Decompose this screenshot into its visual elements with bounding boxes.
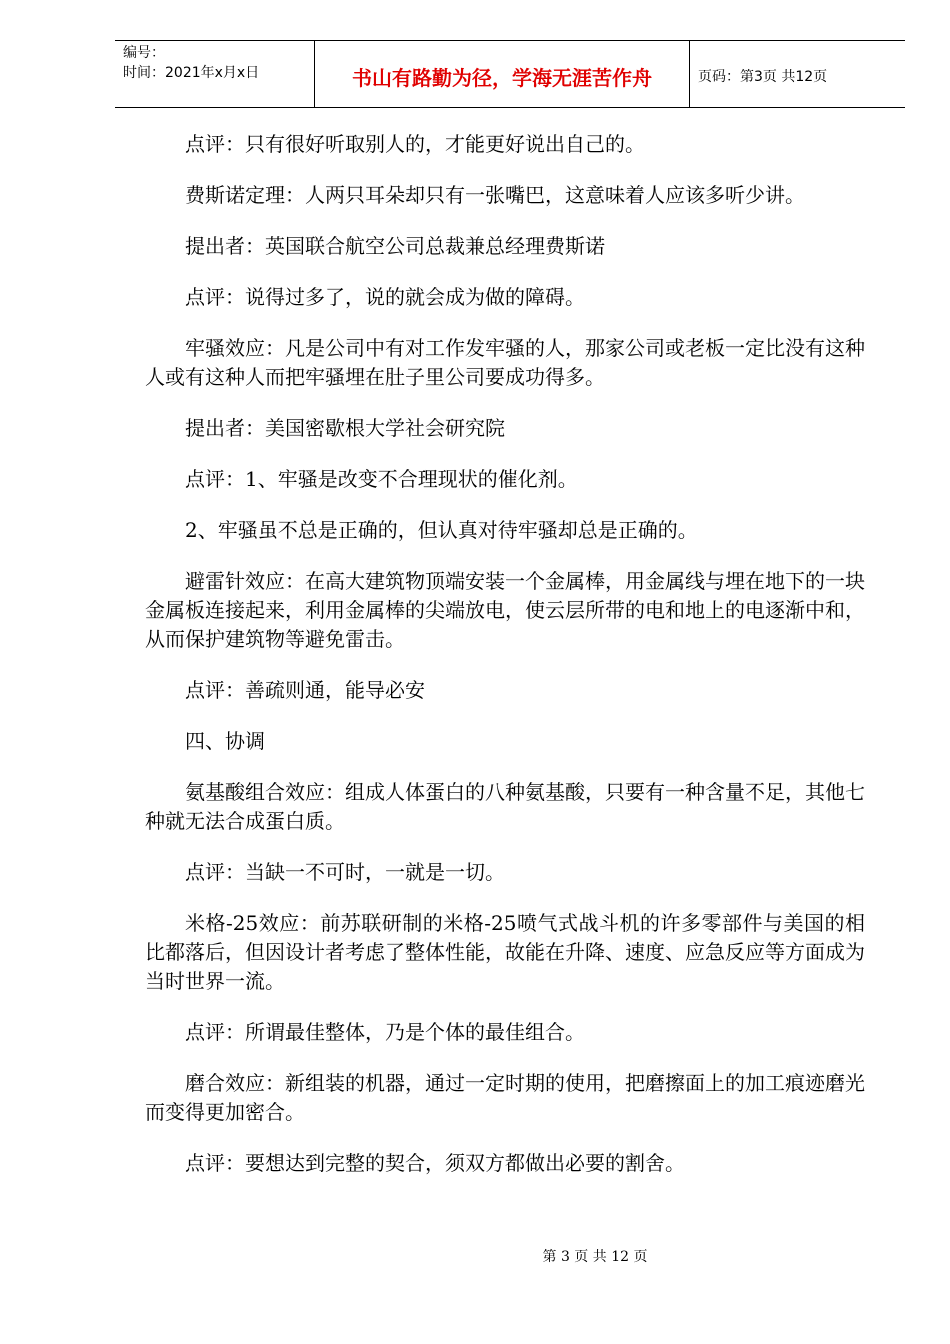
- paragraph: 点评：说得过多了，说的就会成为做的障碍。: [185, 285, 585, 309]
- paragraph: 磨合效应：新组装的机器，通过一定时期的使用，把磨擦面上的加工痕迹磨光而变得更加密合。: [145, 1071, 865, 1124]
- paragraph: 避雷针效应：在高大建筑物顶端安装一个金属棒，用金属线与埋在地下的一块金属板连接起来，利用金属棒的尖端放电，使云层所带的电和地上的电逐渐中和，从而保护建筑物等避免雷击。: [145, 569, 865, 651]
- paragraph: 点评：所谓最佳整体，乃是个体的最佳组合。: [185, 1020, 585, 1044]
- header-motto: 书山有路勤为径，学海无涯苦作舟: [315, 41, 690, 107]
- paragraph: 点评：当缺一不可时，一就是一切。: [185, 860, 505, 884]
- paragraph: 2、牢骚虽不总是正确的，但认真对待牢骚却总是正确的。: [185, 518, 698, 542]
- paragraph: 点评：只有很好听取别人的，才能更好说出自己的。: [185, 132, 645, 156]
- footer-page-number: 第 3 页 共 12 页: [542, 1249, 648, 1265]
- document-number-label: 编号：: [123, 45, 165, 61]
- paragraph: 牢骚效应：凡是公司中有对工作发牢骚的人，那家公司或老板一定比没有这种人或有这种人而把牢骚埋在肚子里公司要成功得多。: [145, 336, 865, 389]
- paragraph: 点评：要想达到完整的契合，须双方都做出必要的割舍。: [185, 1151, 685, 1175]
- paragraph: 米格-25效应：前苏联研制的米格-25喷气式战斗机的许多零部件与美国的相比都落后，但因设计者考虑了整体性能，故能在升降、速度、应急反应等方面成为当时世界一流。: [145, 911, 865, 993]
- paragraph: 费斯诺定理：人两只耳朵却只有一张嘴巴，这意味着人应该多听少讲。: [185, 183, 805, 207]
- paragraph: 点评：善疏则通，能导必安: [185, 678, 425, 702]
- paragraph: 点评：1、牢骚是改变不合理现状的催化剂。: [185, 467, 578, 491]
- page-footer: [0, 1246, 950, 1266]
- paragraph: 提出者：英国联合航空公司总裁兼总经理费斯诺: [185, 234, 605, 258]
- document-body: [145, 130, 865, 1200]
- header-page-info: 页码：第3页 共12页: [698, 69, 828, 85]
- paragraph: 提出者：美国密歇根大学社会研究院: [185, 416, 505, 440]
- section-heading: 四、协调: [185, 729, 265, 753]
- header-meta: [115, 41, 315, 107]
- page-header: [115, 40, 905, 108]
- document-time-label: 时间：2021年x月x日: [123, 65, 260, 81]
- paragraph: 氨基酸组合效应：组成人体蛋白的八种氨基酸，只要有一种含量不足，其他七种就无法合成蛋白质。: [145, 780, 865, 833]
